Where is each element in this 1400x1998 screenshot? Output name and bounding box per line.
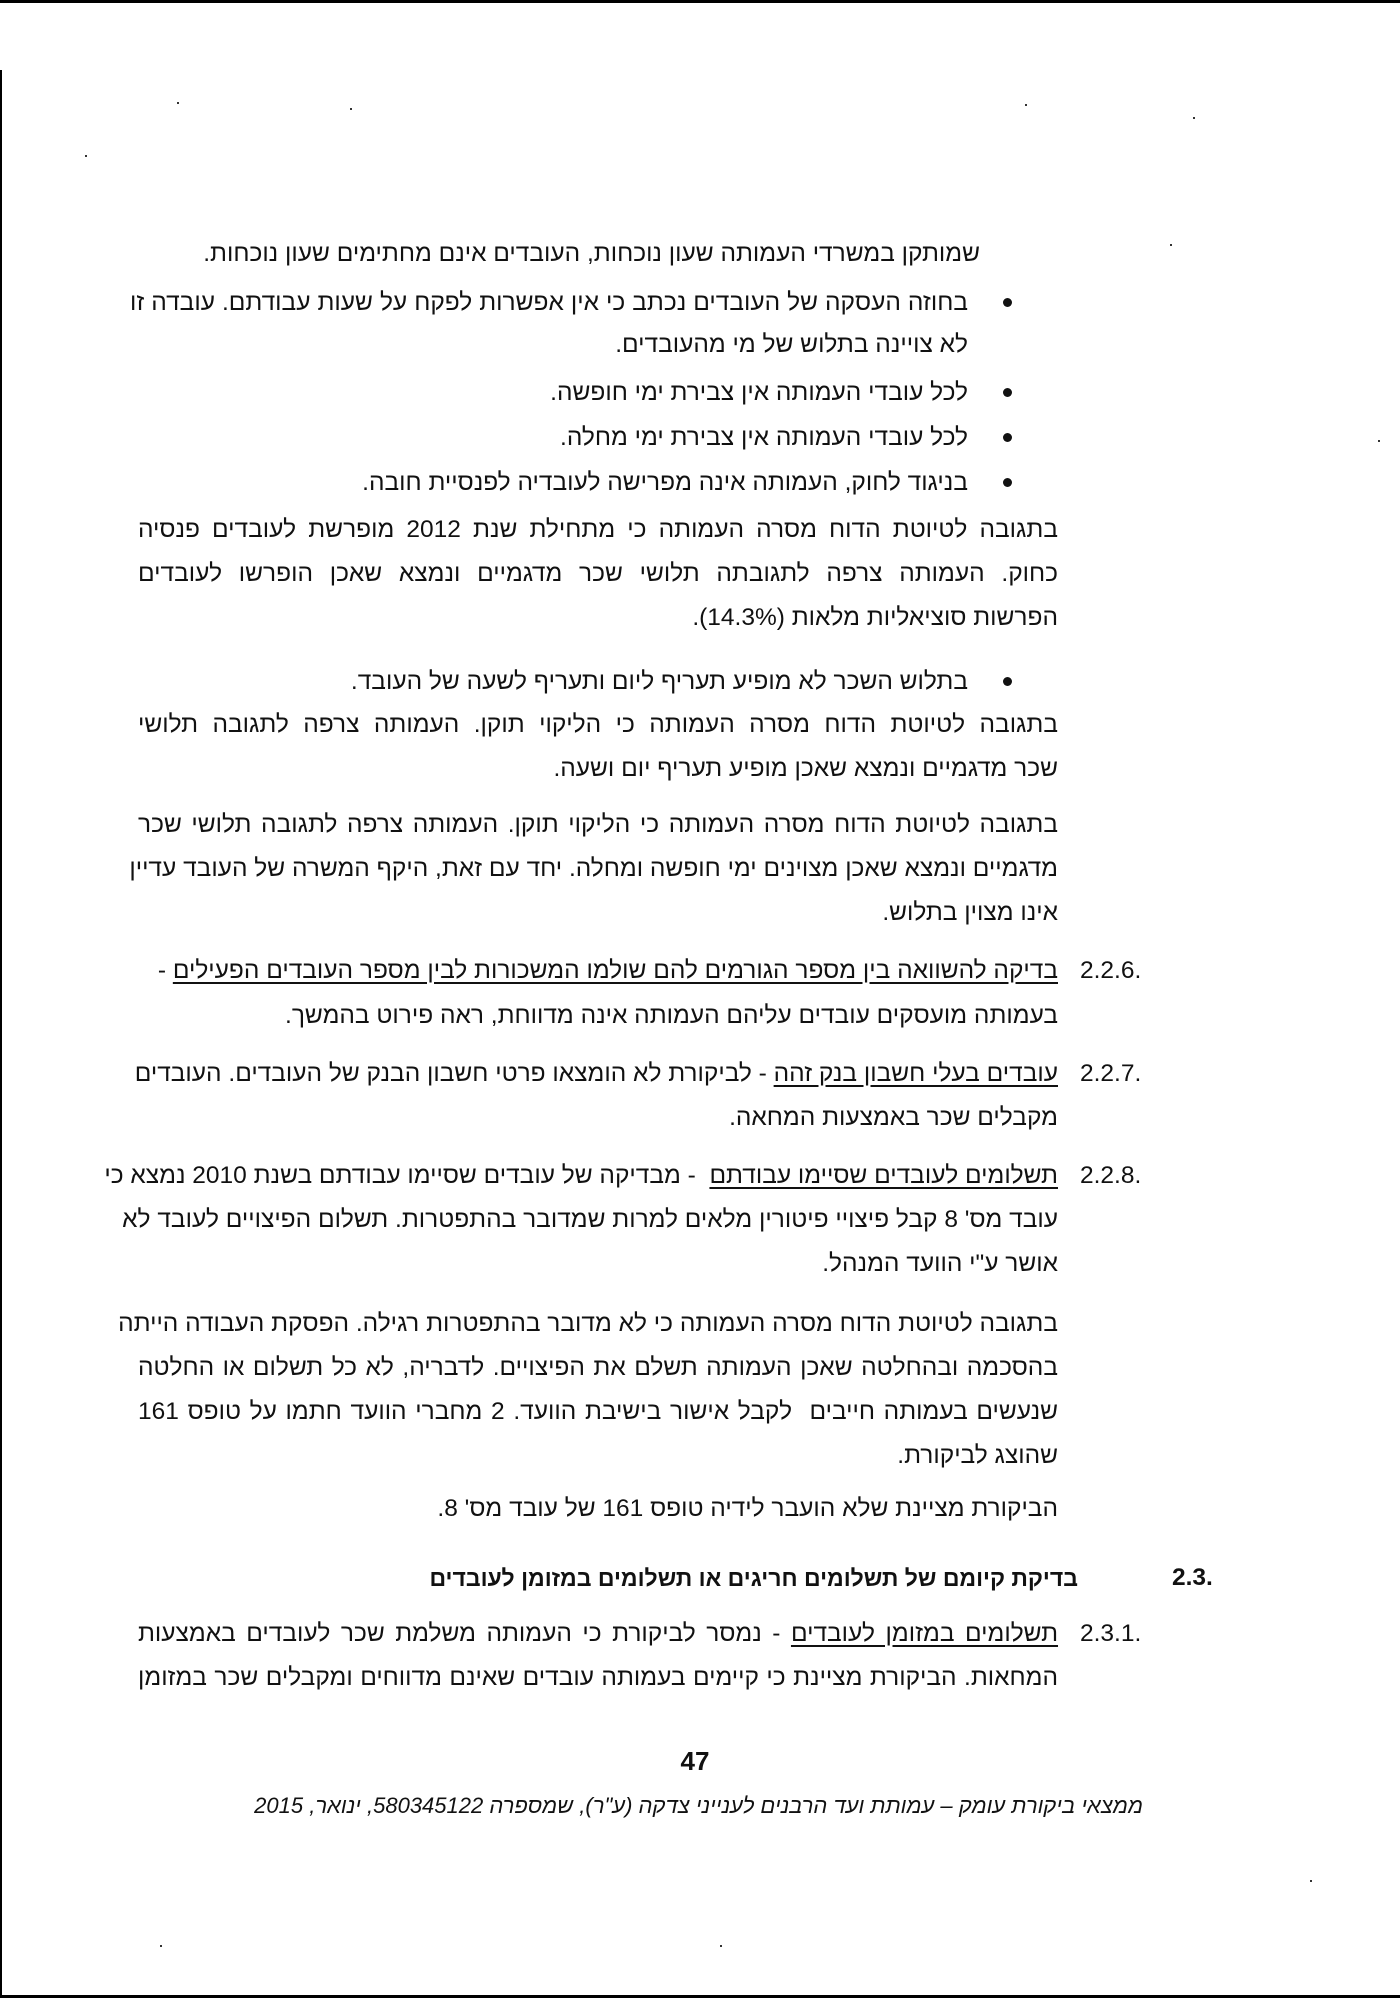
item-text-cont: עובד מס' 8 קבל פיצויי פיטורין מלאים למרות שמדובר בהתפטרות. תשלום הפיצויים לעובד לא bbox=[122, 1206, 1058, 1233]
bullet-icon bbox=[1003, 478, 1012, 487]
scan-border-left bbox=[0, 70, 2, 1998]
scan-speck bbox=[720, 1945, 722, 1947]
bullet-text-cont: לא צויינה בתלוש של מי מהעובדים. bbox=[615, 331, 968, 358]
section-title: בדיקת קיומם של תשלומים חריגים או תשלומים במזומן לעובדים bbox=[429, 1565, 1078, 1591]
scan-speck bbox=[177, 102, 179, 104]
audit-note: הביקורת מציינת שלא הועבר לידיה טופס 161 של עובד מס' 8. bbox=[437, 1495, 1058, 1522]
item-heading-line bbox=[104, 1161, 1058, 1191]
bullet-icon bbox=[1003, 298, 1012, 307]
item-title: בדיקה להשוואה בין מספר הגורמים להם שולמו המשכורות לבין מספר העובדים הפעילים bbox=[172, 957, 1058, 984]
scan-speck bbox=[160, 1945, 162, 1947]
bullet-text: לכל עובדי העמותה אין צבירת ימי מחלה. bbox=[560, 424, 968, 451]
item-number: 2.2.7. bbox=[1080, 1060, 1142, 1087]
item-text: לביקורת לא הומצאו פרטי חשבון הבנק של העובדים. העובדים bbox=[134, 1060, 752, 1087]
scan-border-top bbox=[0, 0, 1400, 3]
page-number: 47 bbox=[680, 1746, 710, 1776]
item-number: 2.2.6. bbox=[1080, 957, 1142, 984]
item-separator: - bbox=[680, 1162, 710, 1189]
scan-speck bbox=[85, 155, 87, 157]
bullet-text: בתלוש השכר לא מופיע תעריף ליום ותעריף לשעה של העובד. bbox=[350, 668, 968, 695]
response-paragraph-line: כחוק. העמותה צרפה לתגובתה תלושי שכר מדגמיים ונמצא שאכן הופרשו לעובדים bbox=[138, 560, 1058, 587]
item-heading-line bbox=[158, 956, 1058, 986]
item-title: תשלומים במזומן לעובדים bbox=[790, 1620, 1059, 1647]
item-text-cont: בעמותה מועסקים עובדים עליהם העמותה אינה מדווחת, ראה פירוט בהמשך. bbox=[285, 1002, 1058, 1029]
response-paragraph-line: אינו מצוין בתלוש. bbox=[882, 899, 1058, 926]
bullet-text: בניגוד לחוק, העמותה אינה מפרישה לעובדיה לפנסיית חובה. bbox=[362, 469, 968, 496]
bullet-text: בחוזה העסקה של העובדים נכתב כי אין אפשרות לפקח על שעות עבודתם. עובדה זו bbox=[130, 289, 968, 316]
item-text-cont: המחאות. הביקורת מציינת כי קיימים בעמותה עובדים שאינם מדווחים ומקבלים שכר במזומן bbox=[138, 1664, 1058, 1691]
item-separator: - bbox=[751, 1060, 774, 1087]
response-paragraph-line: שנעשים בעמותה חייבים לקבל אישור בישיבת הוועד. 2 מחברי הוועד חתמו על טופס 161 bbox=[138, 1398, 1058, 1425]
item-heading-line bbox=[135, 1059, 1058, 1089]
item-separator: - bbox=[157, 957, 173, 984]
item-text-cont: מקבלים שכר באמצעות המחאה. bbox=[729, 1104, 1058, 1131]
response-paragraph-line: בהסכמה ובהחלטה שאכן העמותה תשלם את הפיצויים. לדבריה, לא כל תשלום או החלטה bbox=[138, 1354, 1058, 1381]
item-text: מבדיקה של עובדים שסיימו עבודתם בשנת 2010 נמצא כי bbox=[104, 1162, 681, 1189]
bullet-icon bbox=[1003, 388, 1012, 397]
item-number: 2.2.8. bbox=[1080, 1162, 1142, 1189]
response-paragraph-line: שכר מדגמיים ונמצא שאכן מופיע תעריף יום ושעה. bbox=[553, 755, 1058, 782]
item-title: תשלומים לעובדים שסיימו עבודתם bbox=[709, 1162, 1058, 1189]
response-paragraph-line: בתגובה לטיוטת הדוח מסרה העמותה כי הליקוי תוקן. העמותה צרפה לתגובה תלושי bbox=[138, 711, 1058, 738]
response-paragraph-line: בתגובה לטיוטת הדוח מסרה העמותה כי מתחילת שנת 2012 מופרשת לעובדים פנסיה bbox=[138, 516, 1058, 543]
item-title: עובדים בעלי חשבון בנק זהה bbox=[773, 1060, 1058, 1087]
intro-line: שמותקן במשרדי העמותה שעון נוכחות, העובדים אינם מחתימים שעון נוכחות. bbox=[203, 240, 980, 267]
response-paragraph-line: בתגובה לטיוטת הדוח מסרה העמותה כי הליקוי תוקן. העמותה צרפה לתגובה תלושי שכר bbox=[138, 811, 1058, 838]
bullet-text: לכל עובדי העמותה אין צבירת ימי חופשה. bbox=[550, 379, 968, 406]
scan-speck bbox=[1193, 117, 1195, 119]
item-separator: - bbox=[761, 1620, 791, 1647]
item-number: 2.3.1. bbox=[1080, 1620, 1142, 1647]
section-number: 2.3. bbox=[1172, 1564, 1213, 1591]
item-text: נמסר לביקורת כי העמותה משלמת שכר לעובדים באמצעות bbox=[138, 1620, 762, 1647]
response-paragraph-line: שהוצג לביקורת. bbox=[897, 1442, 1058, 1469]
scan-speck bbox=[1378, 440, 1380, 442]
scan-speck bbox=[350, 108, 352, 110]
bullet-icon bbox=[1003, 677, 1012, 686]
bullet-icon bbox=[1003, 433, 1012, 442]
response-paragraph-line: הפרשות סוציאליות מלאות (14.3%). bbox=[692, 604, 1058, 631]
response-paragraph-line: מדגמיים ונמצא שאכן מצוינים ימי חופשה ומחלה. יחד עם זאת, היקף המשרה של העובד עדיין bbox=[129, 855, 1058, 882]
scan-speck bbox=[1310, 1880, 1312, 1882]
response-paragraph-line: בתגובה לטיוטת הדוח מסרה העמותה כי לא מדובר בהתפטרות רגילה. הפסקת העבודה הייתה bbox=[118, 1310, 1058, 1337]
scan-speck bbox=[1170, 244, 1172, 246]
scan-speck bbox=[1025, 104, 1027, 106]
page-footer: ממצאי ביקורת עומק – עמותת ועד הרבנים לענייני צדקה (ע"ר), שמספרה 580345122, ינואר, 2015 bbox=[254, 1793, 1143, 1818]
item-text-cont: אושר ע"י הוועד המנהל. bbox=[822, 1250, 1058, 1277]
item-heading-line bbox=[138, 1619, 1058, 1649]
